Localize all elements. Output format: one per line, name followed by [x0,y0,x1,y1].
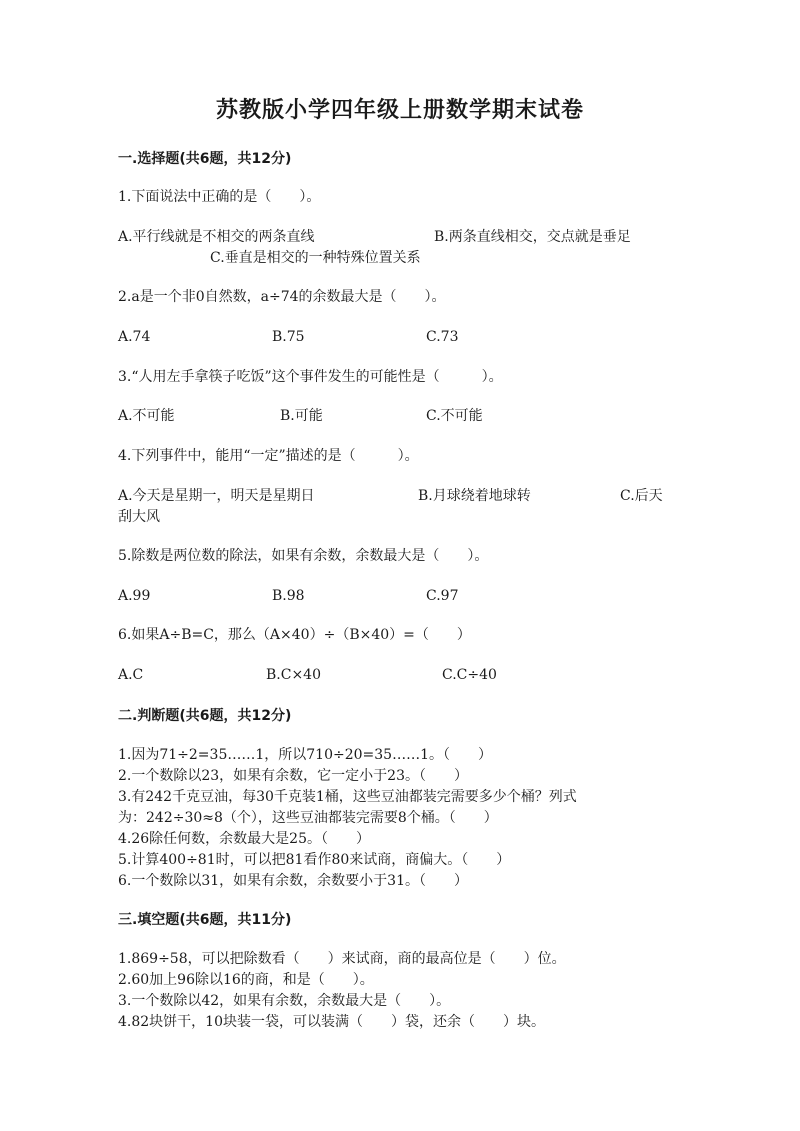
fill-in-line: 2.60加上96除以16的商，和是（ ）。 [118,972,374,988]
question-6-option-b: B.C×40 [266,667,321,683]
question-2-option-b: B.75 [272,329,305,345]
question-5-stem: 5.除数是两位数的除法，如果有余数，余数最大是（ ）。 [118,548,489,564]
page-title: 苏教版小学四年级上册数学期末试卷 [215,98,584,123]
judgement-line: 3.有242千克豆油，每30千克装1桶，这些豆油都装完需要多少个桶？列式 [118,789,577,805]
section-header-choice: 一.选择题(共6题，共12分) [118,151,292,167]
question-1-option-a: A.平行线就是不相交的两条直线 [118,229,315,245]
question-3-option-b: B.可能 [280,408,323,424]
question-3-option-c: C.不可能 [426,408,483,424]
question-4-option-c: C.后天 [620,488,663,504]
judgement-line: 6.一个数除以31，如果有余数，余数要小于31。（ ） [118,873,468,889]
question-1-option-b: B.两条直线相交，交点就是垂足 [434,229,631,245]
question-4-option-a: A.今天是星期一，明天是星期日 [118,488,315,504]
question-3-option-a: A.不可能 [118,408,175,424]
judgement-line: 为：242÷30≈8（个），这些豆油都装完需要8个桶。（ ） [118,810,498,826]
judgement-line: 5.计算400÷81时，可以把81看作80来试商，商偏大。（ ） [118,852,511,868]
judgement-line: 1.因为71÷2=35……1，所以710÷20=35……1。（ ） [118,747,492,763]
judgement-line: 2.一个数除以23，如果有余数，它一定小于23。（ ） [118,768,468,784]
fill-in-line: 4.82块饼干，10块装一袋，可以装满（ ）袋，还余（ ）块。 [118,1014,545,1030]
question-5-option-a: A.99 [118,588,151,604]
question-4-option-c-continued: 刮大风 [118,509,160,525]
question-4-option-b: B.月球绕着地球转 [418,488,531,504]
question-2-option-a: A.74 [118,329,151,345]
judgement-line: 4.26除任何数，余数最大是25。（ ） [118,831,370,847]
question-3-stem: 3.“人用左手拿筷子吃饭”这个事件发生的可能性是（ ）。 [118,369,503,385]
question-4-stem: 4.下列事件中，能用“一定”描述的是（ ）。 [118,448,419,464]
question-1-stem: 1.下面说法中正确的是（ ）。 [118,189,321,205]
question-6-option-a: A.C [118,667,144,683]
question-5-option-c: C.97 [426,588,459,604]
section-header-fill-in: 三.填空题(共6题，共11分) [118,912,292,928]
fill-in-line: 3.一个数除以42，如果有余数，余数最大是（ ）。 [118,993,451,1009]
question-6-stem: 6.如果A÷B=C，那么（A×40）÷（B×40）=（ ） [118,627,471,643]
question-5-option-b: B.98 [272,588,305,604]
question-1-option-c: C.垂直是相交的一种特殊位置关系 [210,250,421,266]
section-header-judgement: 二.判断题(共6题，共12分) [118,708,292,724]
fill-in-line: 1.869÷58，可以把除数看（ ）来试商，商的最高位是（ ）位。 [118,951,566,967]
question-2-stem: 2.a是一个非0自然数，a÷74的余数最大是（ ）。 [118,289,446,305]
question-2-option-c: C.73 [426,329,459,345]
question-6-option-c: C.C÷40 [442,667,497,683]
